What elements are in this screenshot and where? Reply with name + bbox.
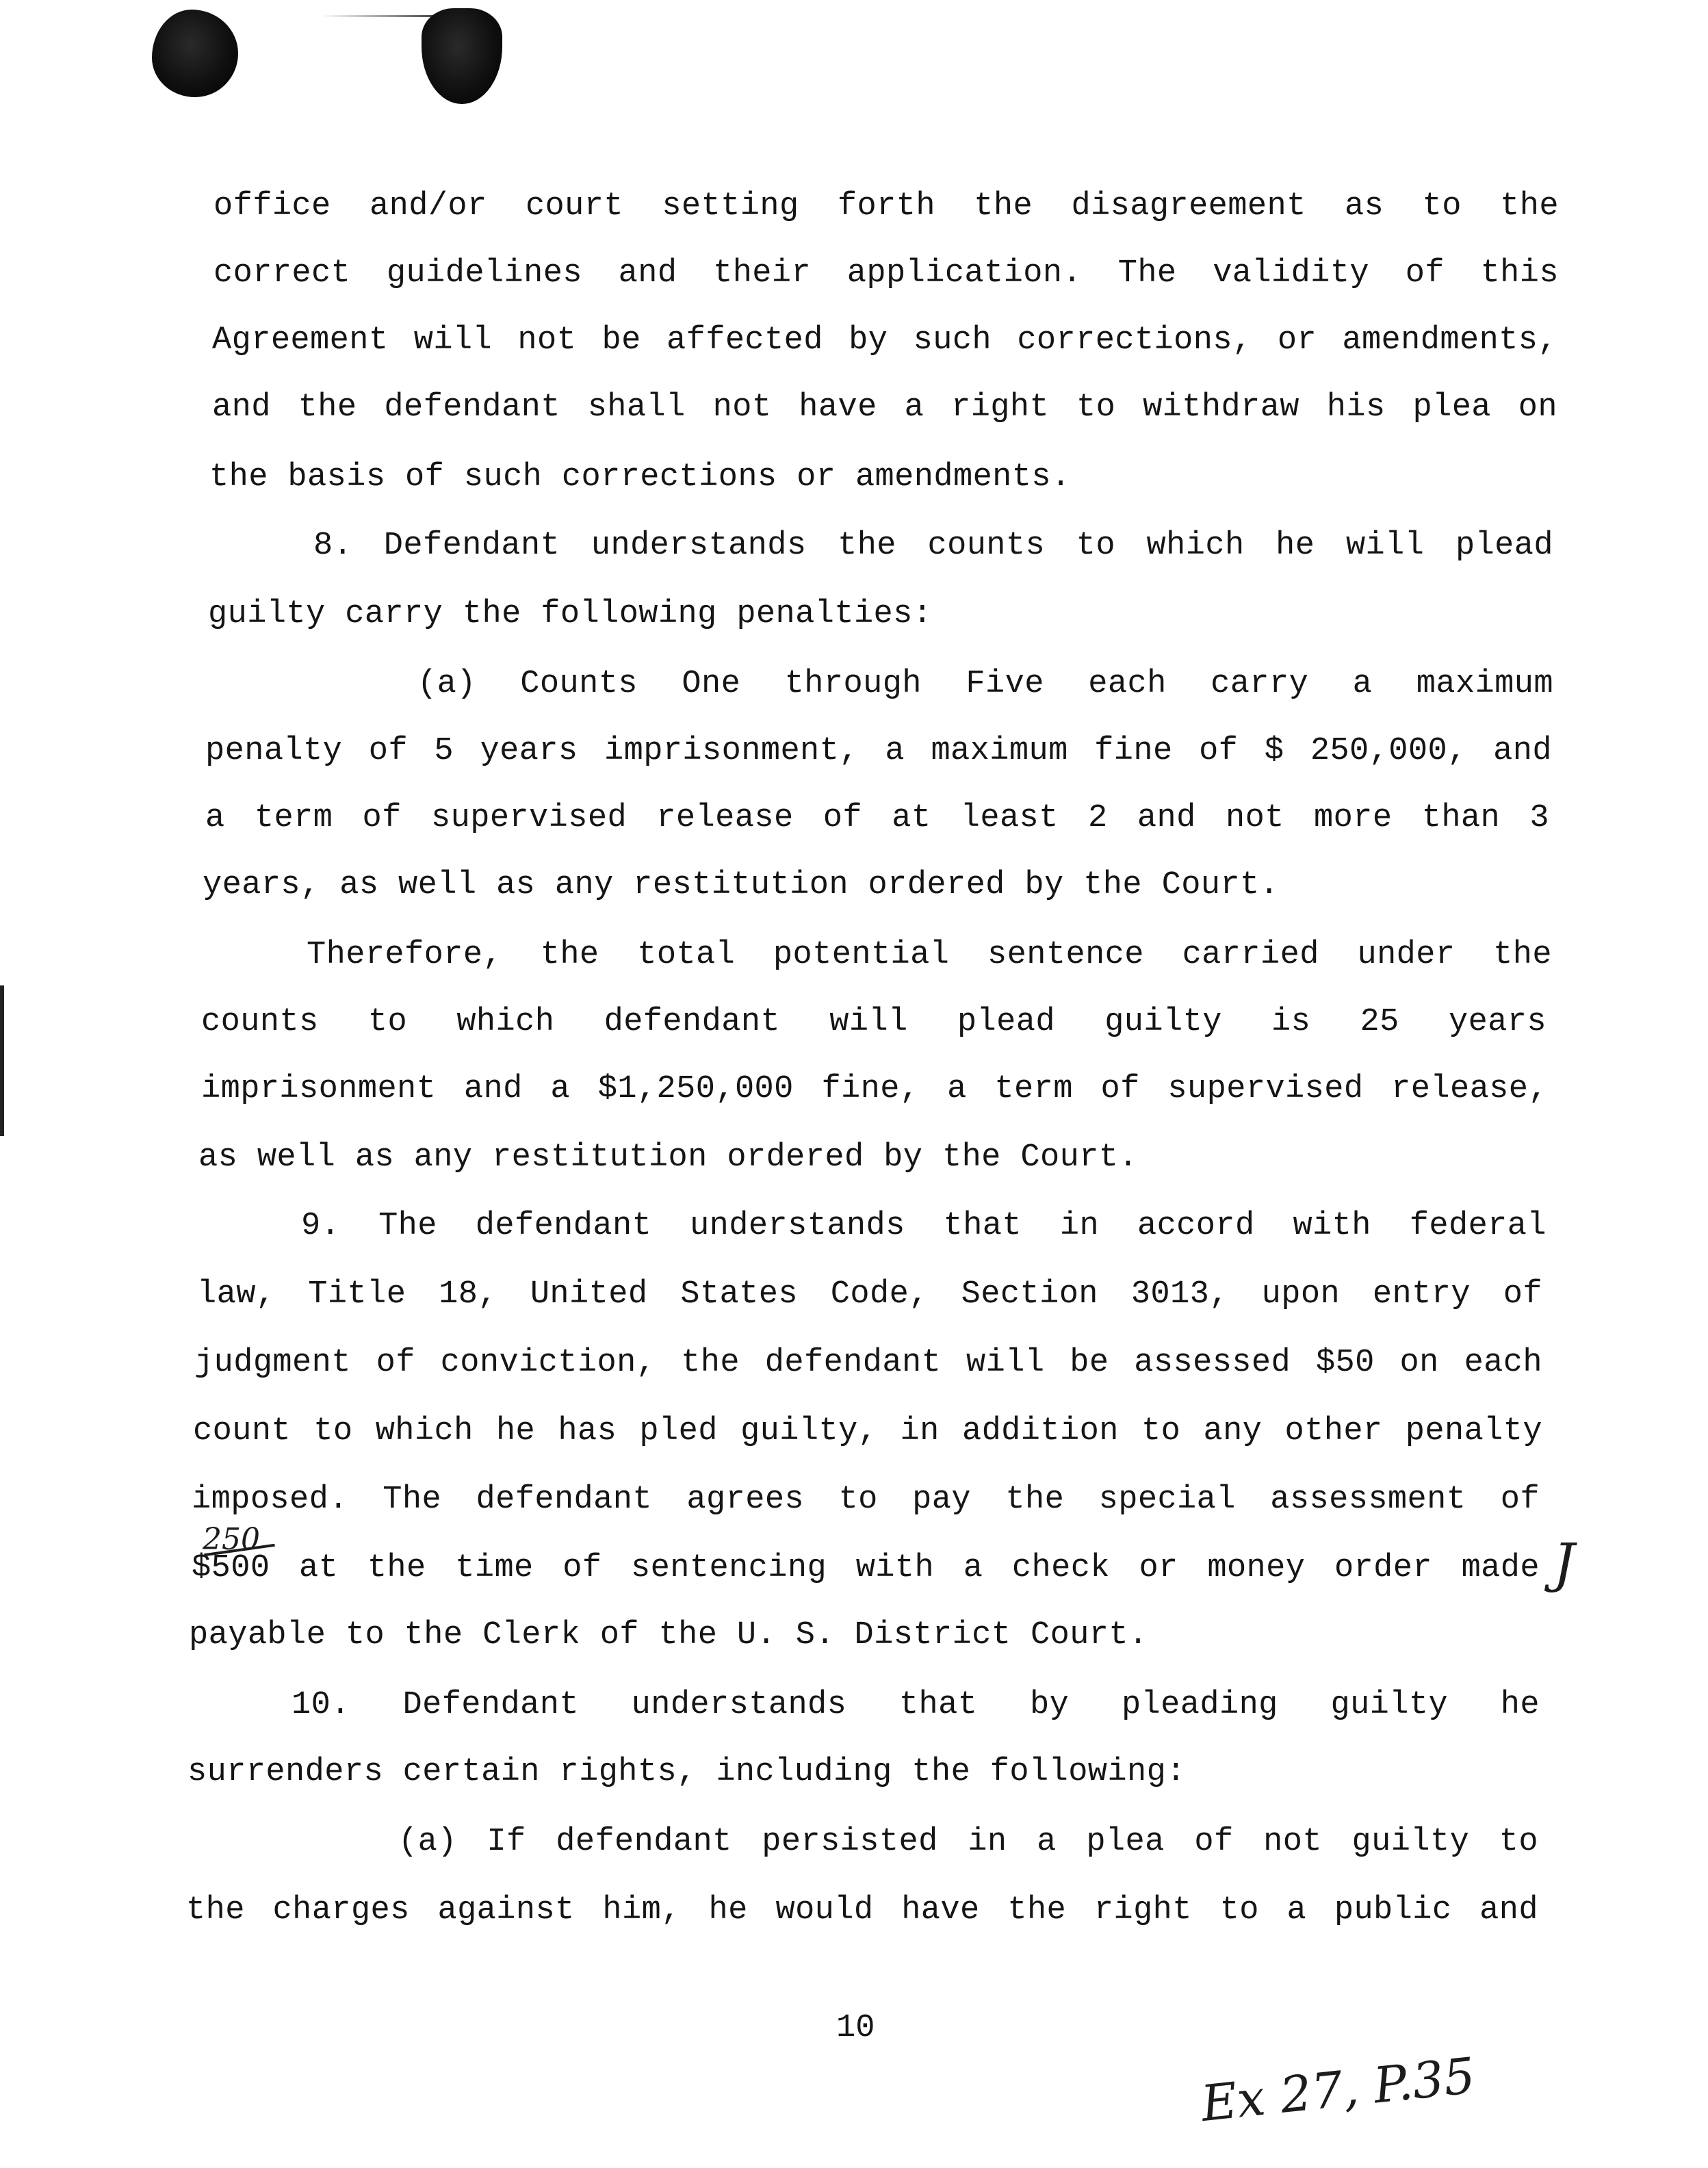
text-line: correct guidelines and their application. The validity of this [214,255,1559,292]
punch-hole-right [422,8,502,104]
scan-streak [322,15,445,17]
text-line: (a) Counts One through Five each carry a maximum [417,666,1553,702]
text-line: imposed. The defendant agrees to pay the special assessment of [192,1482,1540,1518]
text-line: count to which he has pled guilty, in addition to any other penalty [193,1413,1542,1449]
text-line: guilty carry the following penalties: [208,596,933,632]
text-line: surrenders certain rights, including the following: [187,1754,1186,1790]
text-line: penalty of 5 years imprisonment, a maximum fine of $ 250,000, and [205,733,1552,769]
text-line: 8. Defendant understands the counts to which he will plead [313,528,1553,564]
text-line: counts to which defendant will plead guilty is 25 years [201,1004,1547,1040]
text-line: years, as well as any restitution ordered by the Court. [203,867,1280,903]
page-number: 10 [836,2010,875,2046]
text-line: imprisonment and a $1,250,000 fine, a term of supervised release, [201,1071,1548,1107]
text-line: 10. Defendant understands that by pleading guilty he [292,1687,1540,1723]
text-line: a term of supervised release of at least 2 and not more than 3 [205,800,1549,836]
text-line: $500 at the time of sentencing with a check or money order made [192,1550,1540,1586]
scan-edge-mark [0,985,4,1136]
text-line: judgment of conviction, the defendant will be assessed $50 on each [194,1345,1542,1381]
text-line: office and/or court setting forth the disagreement as to the [214,188,1559,224]
punch-hole-left [152,10,238,97]
text-line: 9. The defendant understands that in accord with federal [301,1208,1547,1244]
text-line: the basis of such corrections or amendments. [209,459,1071,495]
text-line: (a) If defendant persisted in a plea of not guilty to [398,1824,1538,1860]
text-line: payable to the Clerk of the U. S. District Court. [189,1617,1148,1653]
text-line: Agreement will not be affected by such corrections, or amendments, [212,322,1557,359]
text-line: the charges against him, he would have the right to a public and [186,1892,1538,1928]
handwritten-initials: J [1553,1533,1575,1595]
text-line: Therefore, the total potential sentence carried under the [307,937,1552,973]
handwritten-exhibit-mark: Ex 27, P.35 [1198,2046,1478,2132]
text-line: law, Title 18, United States Code, Section 3013, upon entry of [197,1276,1542,1313]
text-line: and the defendant shall not have a right to withdraw his plea on [212,389,1557,426]
text-line: as well as any restitution ordered by the Court. [198,1139,1139,1176]
handwritten-amount-correction: 250 [203,1522,260,1557]
